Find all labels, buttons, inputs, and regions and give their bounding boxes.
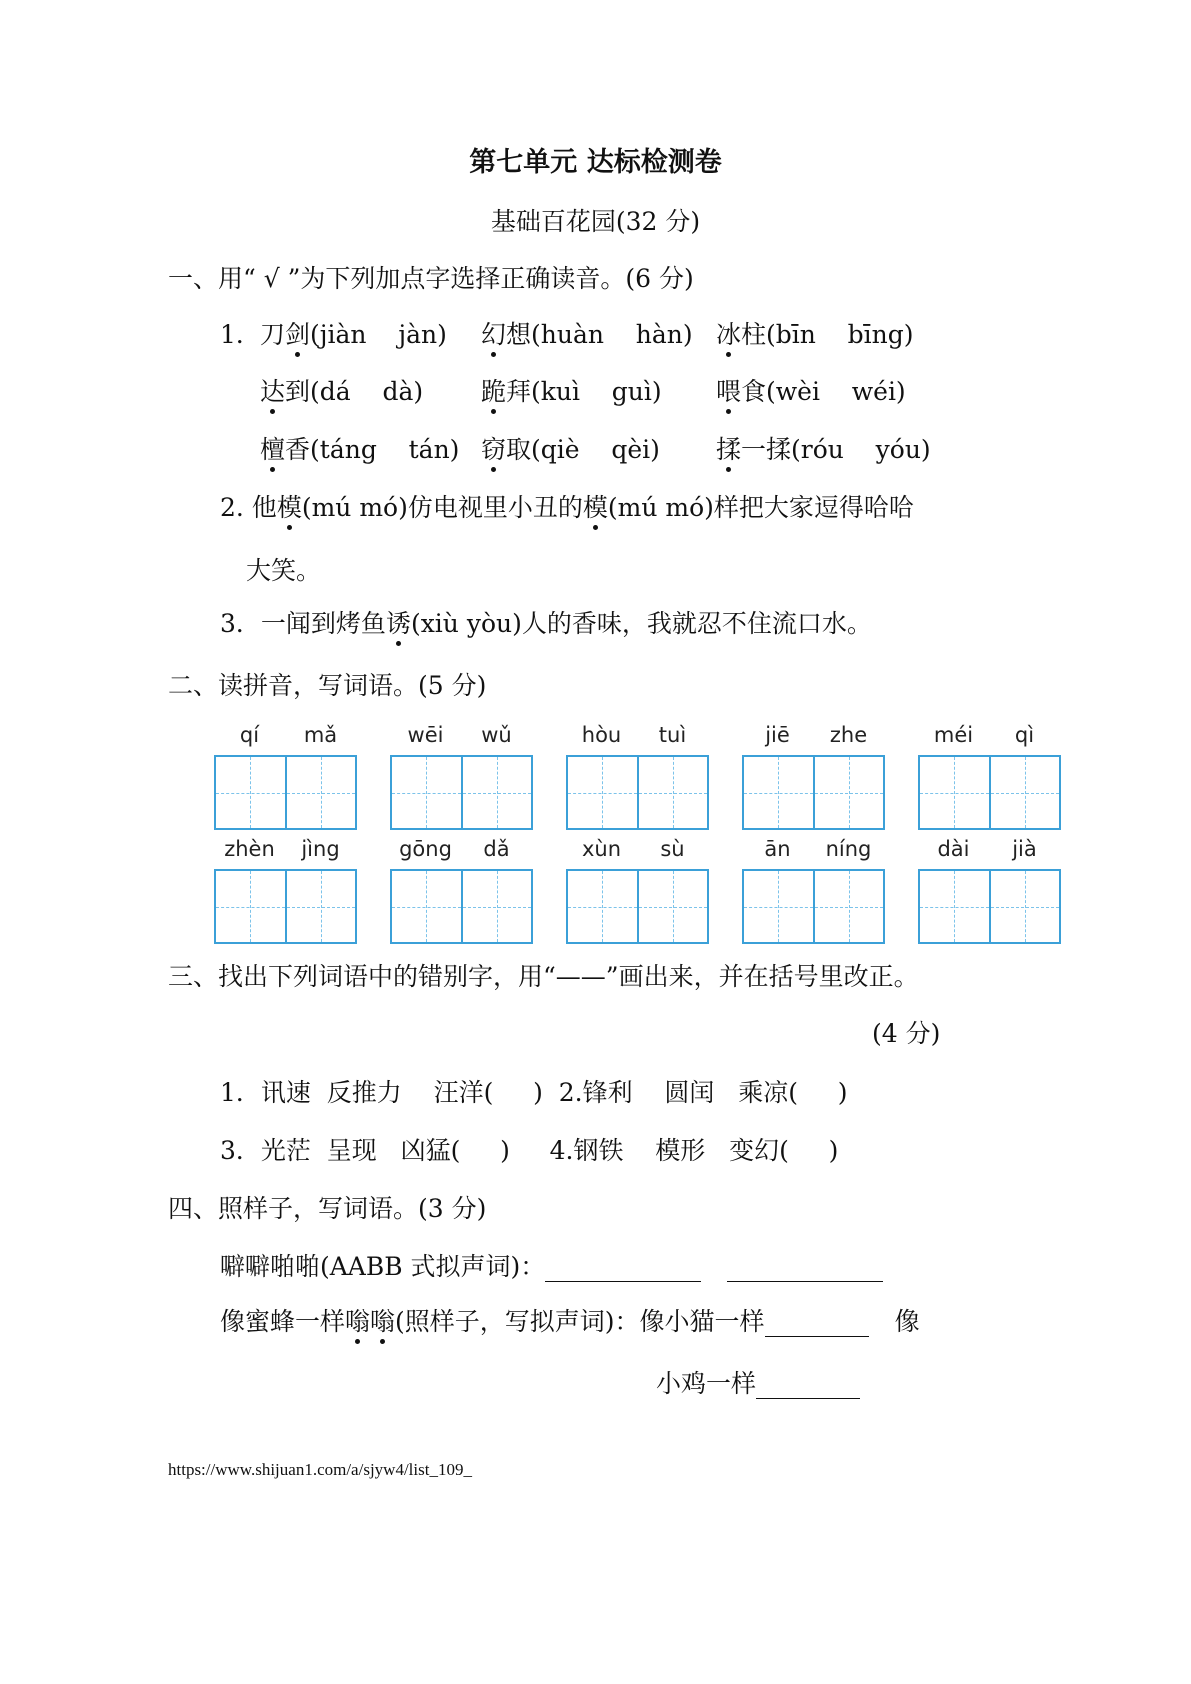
q3-heading: 三、找出下列词语中的错别字，用“——”画出来，并在括号里改正。: [168, 962, 919, 991]
tian-zi-ge-cell[interactable]: [285, 871, 356, 942]
tian-zi-ge-cell[interactable]: [568, 757, 637, 828]
pinyin-label: [566, 723, 708, 751]
tian-zi-ge-cell[interactable]: [744, 871, 813, 942]
answer-blank[interactable]: [727, 1257, 883, 1282]
q1-item1-word: 揉一揉(róu yóu): [716, 435, 931, 464]
writing-grid[interactable]: [390, 869, 533, 944]
q1-item1-word: 跪拜(kuì guì): [481, 377, 662, 406]
pinyin-syllable: méi: [933, 723, 974, 747]
q3-line2: 3．光茫 呈现 凶猛( ) 4.钢铁 模形 变幻( ): [220, 1136, 839, 1165]
writing-grid[interactable]: [214, 755, 357, 830]
q1-item1-word: 檀香(táng tán): [260, 435, 460, 464]
pinyin-syllable: xùn: [581, 837, 622, 861]
section-subtitle: 基础百花园(32 分): [490, 207, 701, 236]
dotted-char: 冰: [716, 320, 742, 349]
dotted-char: 嗡: [370, 1307, 396, 1336]
pinyin-syllable: sù: [660, 837, 685, 861]
q1-item2-continued: 大笑。: [246, 556, 322, 585]
pinyin-label: [742, 837, 884, 865]
q1-item1-number: 1．: [220, 320, 261, 349]
q4-heading: 四、照样子，写词语。(3 分): [168, 1194, 487, 1223]
pinyin-label: [742, 723, 884, 751]
q2-heading: 二、读拼音，写词语。(5 分): [168, 671, 487, 700]
pinyin-syllable: qì: [1014, 723, 1035, 747]
q4-line2: 像蜜蜂一样嗡嗡(照样子，写拟声词)：像小猫一样 像: [220, 1307, 920, 1336]
dotted-char: 檀: [260, 435, 286, 464]
q1-item2: 2. 他模(mú mó)仿电视里小丑的模(mú mó)样把大家逗得哈哈: [220, 493, 914, 522]
tian-zi-ge-cell[interactable]: [813, 871, 884, 942]
tian-zi-ge-cell[interactable]: [216, 757, 285, 828]
pinyin-syllable: jià: [1012, 837, 1037, 861]
tian-zi-ge-cell[interactable]: [920, 871, 989, 942]
writing-grid[interactable]: [918, 755, 1061, 830]
tian-zi-ge-cell[interactable]: [392, 757, 461, 828]
pinyin-syllable: mǎ: [303, 723, 338, 747]
tian-zi-ge-cell[interactable]: [461, 871, 532, 942]
dotted-char: 喂: [716, 377, 742, 406]
writing-grid[interactable]: [566, 755, 709, 830]
tian-zi-ge-cell[interactable]: [637, 757, 708, 828]
pinyin-label: [390, 837, 532, 865]
pinyin-syllable: dài: [937, 837, 970, 861]
writing-grid[interactable]: [566, 869, 709, 944]
footer-url[interactable]: https://www.shijuan1.com/a/sjyw4/list_109_: [168, 1460, 472, 1479]
dotted-char: 达: [260, 377, 286, 406]
q1-item1-word: 刀剑(jiàn jàn): [260, 320, 447, 349]
dotted-char: 窃: [481, 435, 507, 464]
pinyin-label: [566, 837, 708, 865]
tian-zi-ge-cell[interactable]: [920, 757, 989, 828]
pinyin-label: [214, 723, 356, 751]
q1-item1-word: 达到(dá dà): [260, 377, 424, 406]
dotted-char: 跪: [481, 377, 507, 406]
answer-blank[interactable]: [765, 1312, 869, 1337]
dotted-char: 幻: [481, 320, 507, 349]
q1-item1-word: 幻想(huàn hàn): [481, 320, 693, 349]
answer-blank[interactable]: [545, 1257, 701, 1282]
dotted-char: 揉: [716, 435, 742, 464]
answer-blank[interactable]: [756, 1374, 860, 1399]
q4-line1: 噼噼啪啪(AABB 式拟声词)：: [220, 1252, 883, 1282]
dotted-char: 模: [582, 493, 608, 522]
pinyin-label: [390, 723, 532, 751]
writing-grid[interactable]: [214, 869, 357, 944]
pinyin-syllable: zhe: [829, 723, 868, 747]
dotted-char: 剑: [285, 320, 311, 349]
q1-item1-word: 窃取(qiè qèi): [481, 435, 660, 464]
dotted-char: 模: [276, 493, 302, 522]
tian-zi-ge-cell[interactable]: [813, 757, 884, 828]
pinyin-syllable: wǔ: [481, 723, 512, 747]
dotted-char: 诱: [385, 609, 411, 638]
q4-line3: 小鸡一样: [656, 1369, 860, 1399]
writing-grid[interactable]: [742, 755, 885, 830]
tian-zi-ge-cell[interactable]: [392, 871, 461, 942]
pinyin-syllable: qí: [239, 723, 260, 747]
pinyin-syllable: wēi: [407, 723, 444, 747]
pinyin-label: [918, 837, 1060, 865]
tian-zi-ge-cell[interactable]: [989, 871, 1060, 942]
page-title: 第七单元 达标检测卷: [469, 147, 722, 178]
writing-grid[interactable]: [918, 869, 1061, 944]
tian-zi-ge-cell[interactable]: [637, 871, 708, 942]
tian-zi-ge-cell[interactable]: [744, 757, 813, 828]
pinyin-syllable: tuì: [658, 723, 687, 747]
q3-line1: 1．讯速 反推力 汪洋( ) 2.锋利 圆闰 乘凉( ): [220, 1078, 848, 1107]
tian-zi-ge-cell[interactable]: [989, 757, 1060, 828]
q1-heading: 一、用“ √ ”为下列加点字选择正确读音。(6 分): [168, 264, 694, 293]
pinyin-syllable: ān: [764, 837, 791, 861]
q3-score: (4 分): [872, 1019, 941, 1048]
pinyin-syllable: gōng: [399, 837, 452, 861]
pinyin-syllable: zhèn: [224, 837, 275, 861]
pinyin-syllable: jiē: [765, 723, 790, 747]
q1-item1-word: 喂食(wèi wéi): [716, 377, 906, 406]
dotted-char: 嗡: [345, 1307, 371, 1336]
tian-zi-ge-cell[interactable]: [285, 757, 356, 828]
q1-item1-word: 冰柱(bīn bīng): [716, 320, 914, 349]
tian-zi-ge-cell[interactable]: [461, 757, 532, 828]
tian-zi-ge-cell[interactable]: [216, 871, 285, 942]
q1-item3: 3．一闻到烤鱼诱(xiù yòu)人的香味，我就忍不住流口水。: [220, 609, 872, 638]
writing-grid[interactable]: [742, 869, 885, 944]
pinyin-label: [214, 837, 356, 865]
pinyin-label: [918, 723, 1060, 751]
pinyin-syllable: dǎ: [483, 837, 510, 861]
pinyin-syllable: níng: [825, 837, 872, 861]
pinyin-syllable: hòu: [581, 723, 622, 747]
pinyin-syllable: jìng: [301, 837, 340, 861]
tian-zi-ge-cell[interactable]: [568, 871, 637, 942]
writing-grid[interactable]: [390, 755, 533, 830]
